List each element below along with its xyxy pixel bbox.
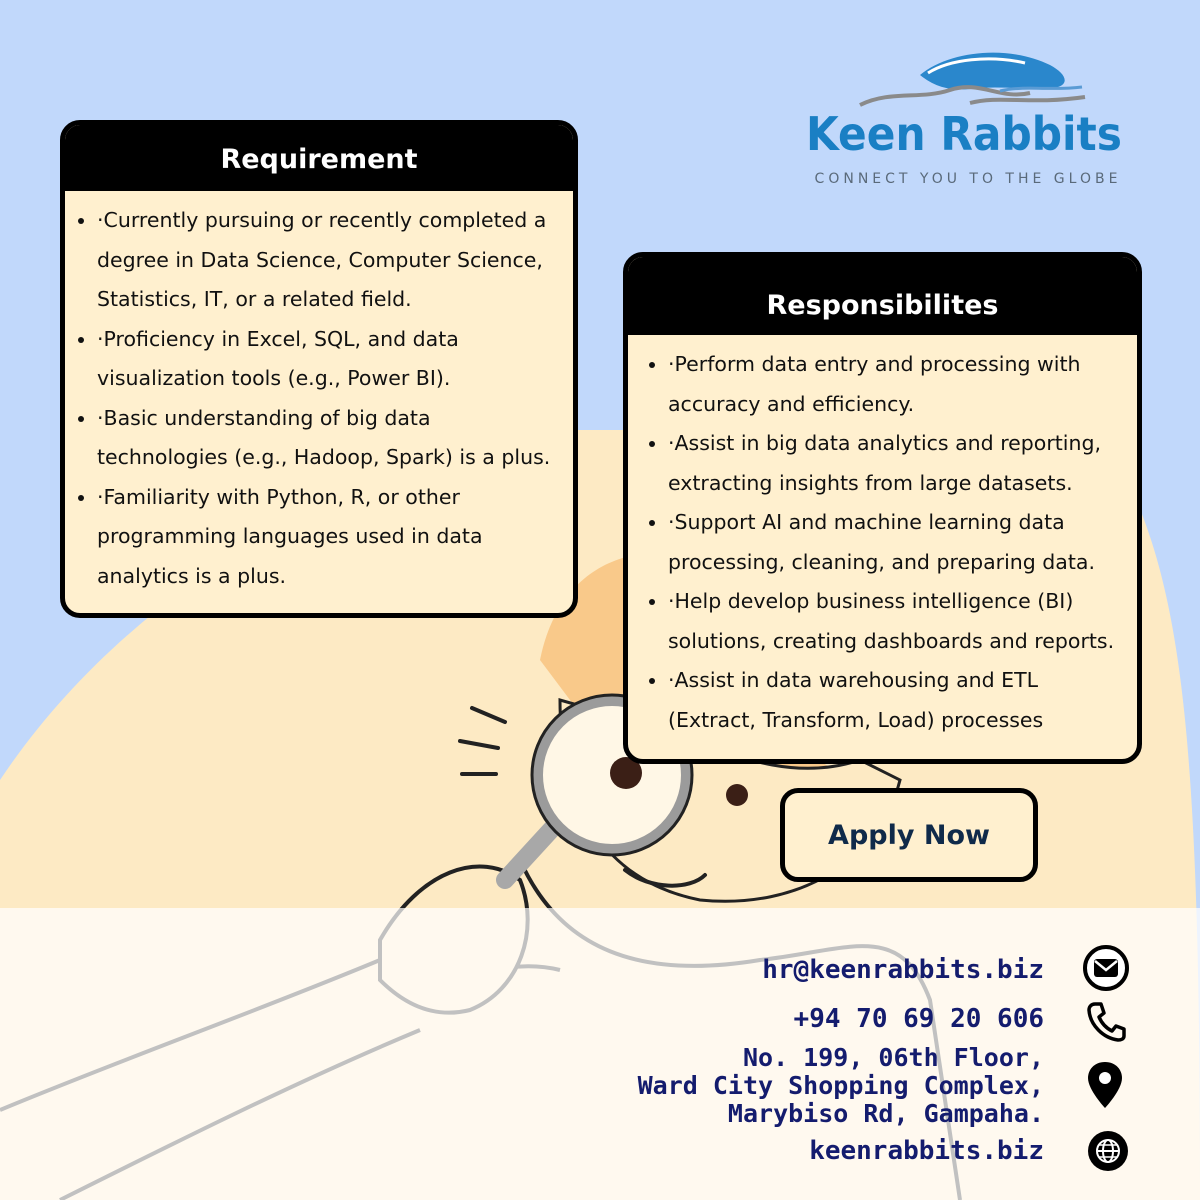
responsibility-item: • ·Help develop business intelligence (BI) solutions, creating dashboards and reports. xyxy=(668,582,1131,661)
responsibility-item: • ·Support AI and machine learning data processing, cleaning, and preparing data. xyxy=(668,503,1131,582)
requirement-list xyxy=(65,201,573,596)
brand-tagline: CONNECT YOU TO THE GLOBE xyxy=(814,171,1122,187)
contact-address xyxy=(638,1044,1044,1128)
responsibility-item: • ·Perform data entry and processing with accuracy and efficiency. xyxy=(668,345,1131,424)
requirement-item: • ·Familiarity with Python, R, or other programming languages used in data analytics is a plus. xyxy=(97,478,557,597)
responsibilities-card xyxy=(623,252,1142,764)
email-icon xyxy=(1082,944,1130,992)
requirement-item: • ·Proficiency in Excel, SQL, and data visualization tools (e.g., Power BI). xyxy=(97,320,557,399)
responsibility-item: • ·Assist in big data analytics and reporting, extracting insights from large datasets. xyxy=(668,424,1131,503)
address-line: Ward City Shopping Complex, xyxy=(637,1071,1044,1100)
contact-phone[interactable]: +94 70 69 20 606 xyxy=(793,1004,1044,1034)
address-line: Marybiso Rd, Gampaha. xyxy=(727,1099,1044,1128)
requirement-item: • ·Currently pursuing or recently completed a degree in Data Science, Computer Science, Statistics, IT, or a related field. xyxy=(97,201,557,320)
requirement-title: Requirement xyxy=(65,125,573,191)
brand-logo xyxy=(790,45,1150,195)
globe-icon xyxy=(1086,1129,1130,1173)
rabbit-logo-icon xyxy=(850,45,1090,115)
responsibilities-list xyxy=(628,345,1137,740)
responsibility-item: • ·Assist in data warehousing and ETL (Extract, Transform, Load) processes xyxy=(668,661,1131,740)
contact-website[interactable]: keenrabbits.biz xyxy=(809,1136,1044,1166)
location-pin-icon xyxy=(1085,1060,1125,1110)
contact-email[interactable]: hr@keenrabbits.biz xyxy=(762,955,1044,985)
address-line: No. 199, 06th Floor, xyxy=(742,1043,1044,1072)
phone-icon xyxy=(1086,1000,1126,1042)
requirement-card xyxy=(60,120,578,618)
responsibilities-title: Responsibilites xyxy=(628,257,1137,335)
requirement-item: • ·Basic understanding of big data technologies (e.g., Hadoop, Spark) is a plus. xyxy=(97,399,557,478)
apply-now-button[interactable]: Apply Now xyxy=(780,788,1038,882)
brand-name: Keen Rabbits xyxy=(806,107,1122,161)
